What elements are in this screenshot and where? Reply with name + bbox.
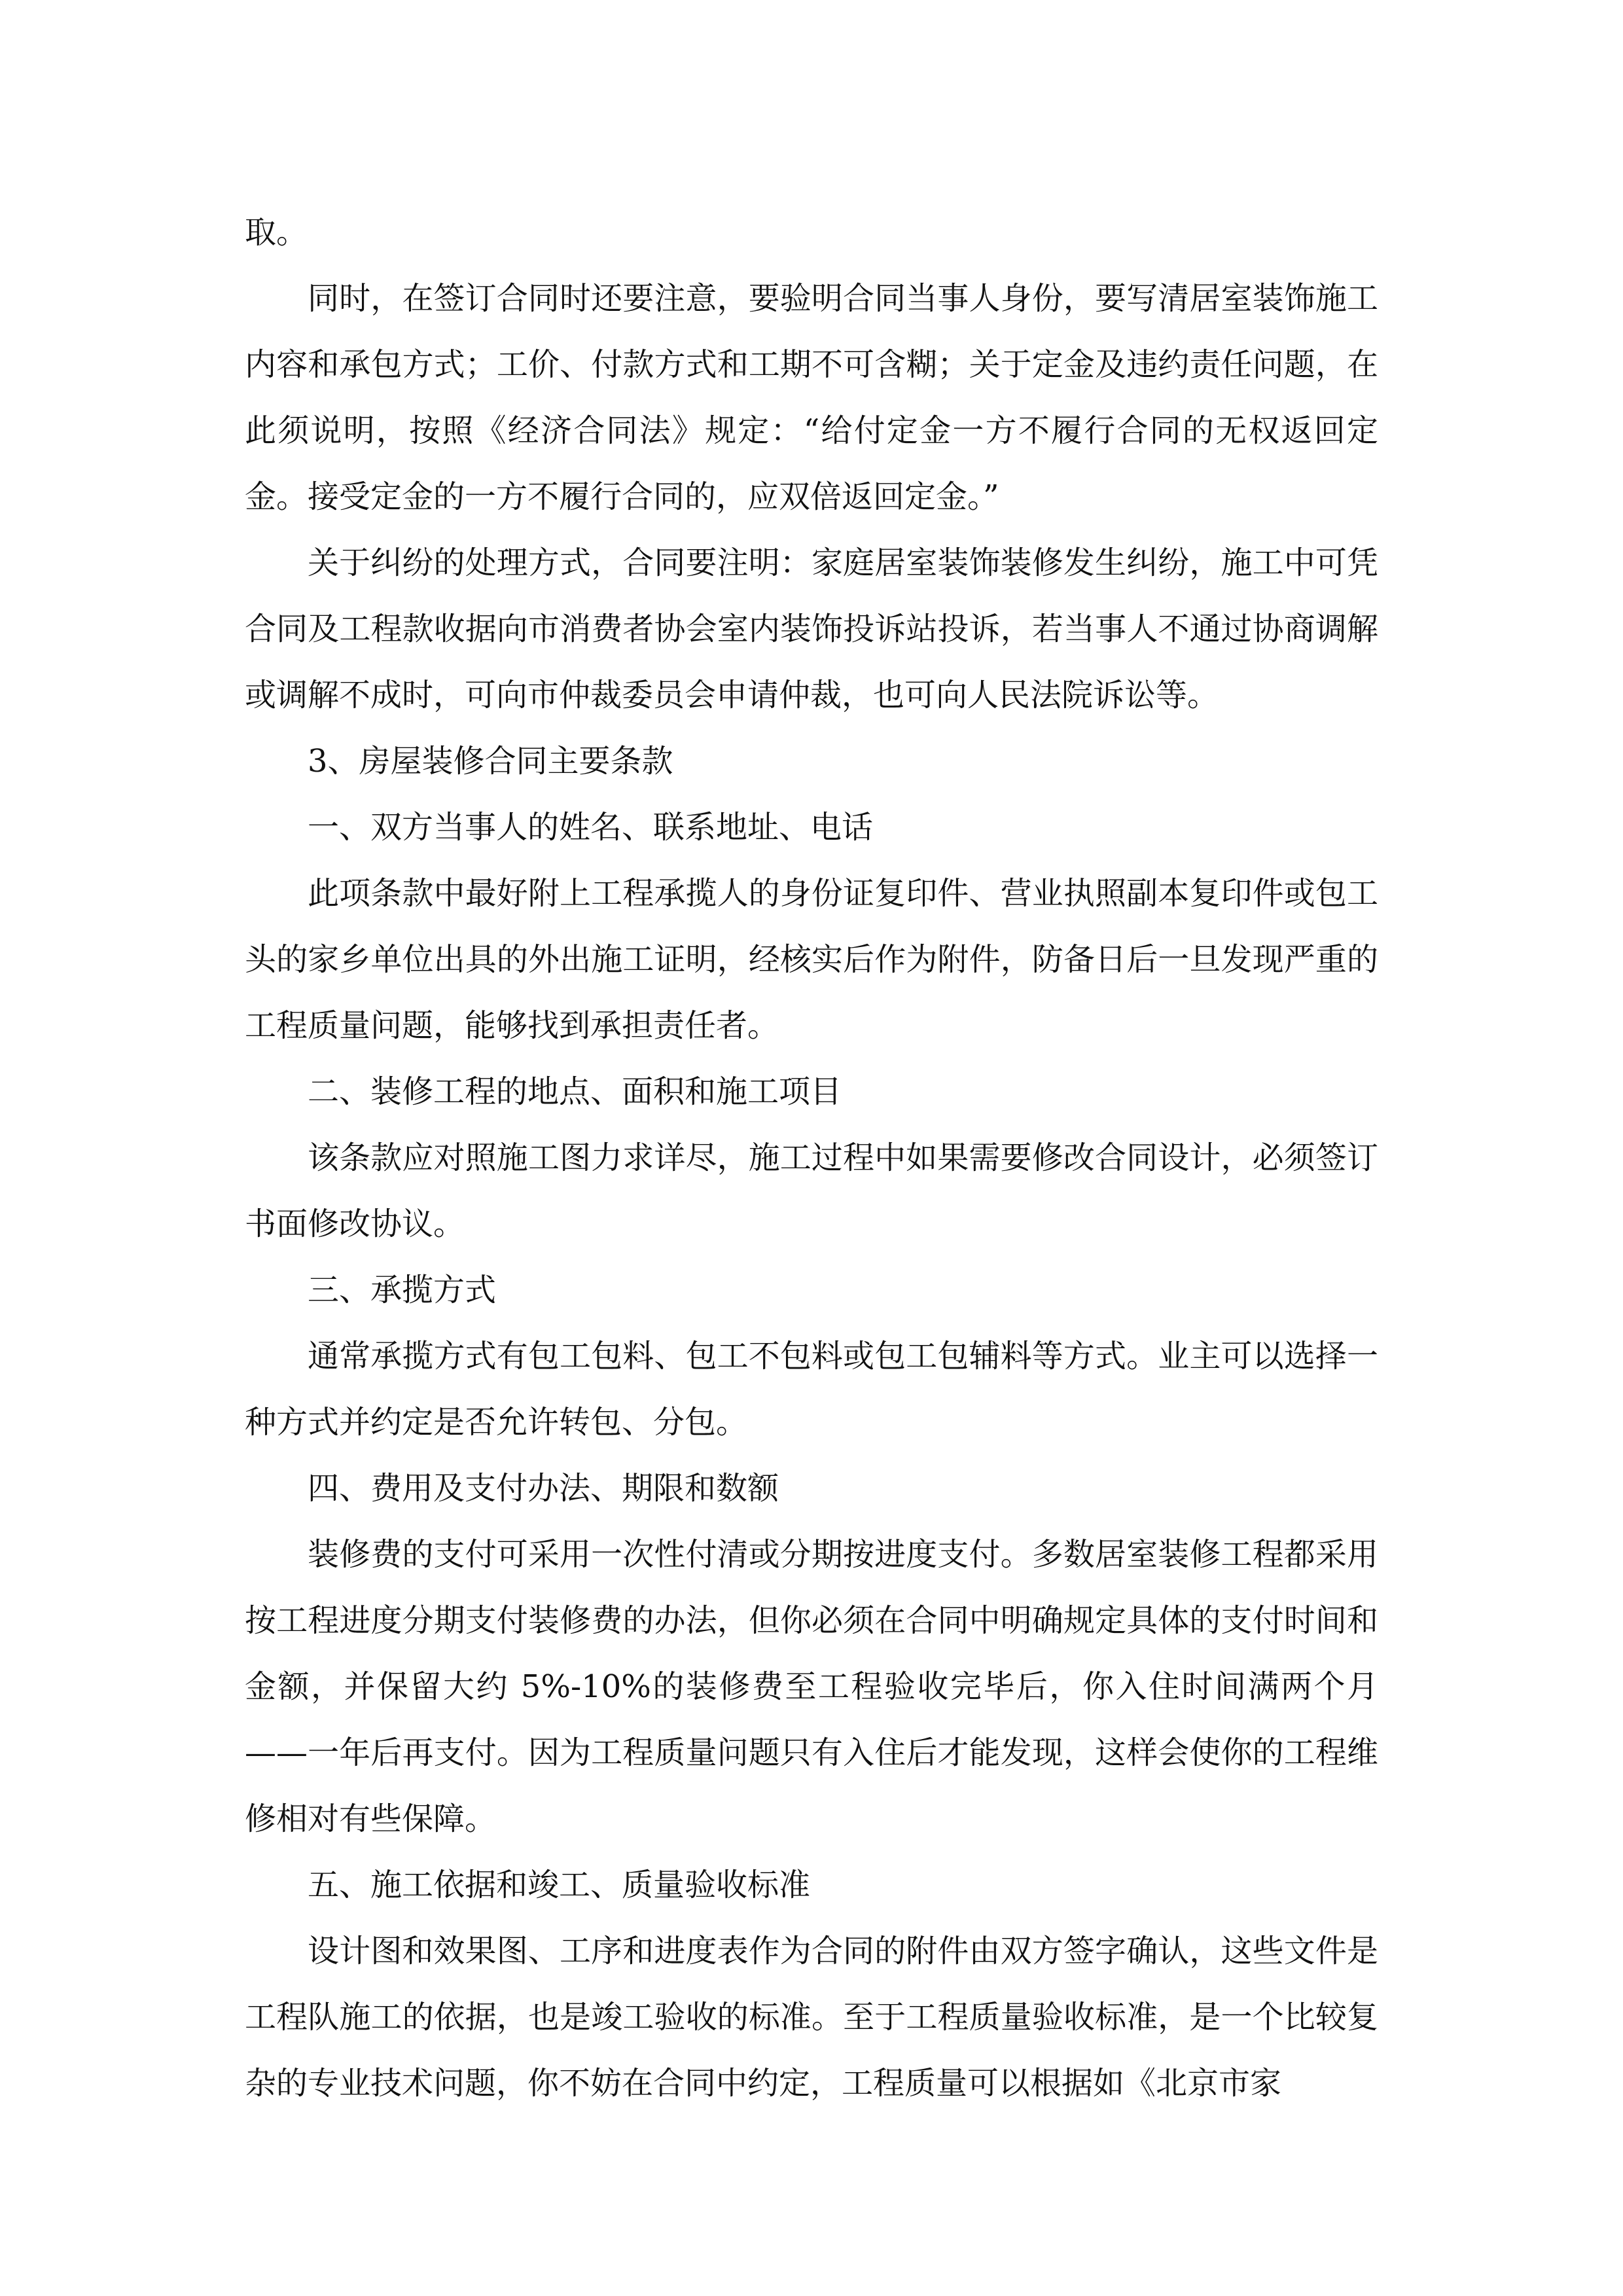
clause-heading-contract-method: 三、承揽方式 [308,1272,497,1308]
clause-heading-acceptance: 五、施工依据和竣工、质量验收标准 [308,1867,811,1903]
document-body [245,200,1378,2117]
section-heading-main-clauses: 3、房屋装修合同主要条款 [308,743,673,780]
paragraph-payment: 装修费的支付可采用一次性付清或分期按进度支付。多数居室装修工程都采用按工程进度分期支付装修费的办法，但你必须在合同中明确规定具体的支付时间和金额，并保留大约 5%-10%的装修费至工程验收完毕后，你入住时间满两个月——一年后再支付。因为工程质量问题只有入住后才能发现，这样会使你的工程维修相对有些保障。 [245,1536,1378,1837]
paragraph-acceptance: 设计图和效果图、工序和进度表作为合同的附件由双方签字确认，这些文件是工程队施工的依据，也是竣工验收的标准。至于工程质量验收标准，是一个比较复杂的专业技术问题，你不妨在合同中约定，工程质量可以根据如《北京市家 [245,1933,1378,2102]
paragraph-parties: 此项条款中最好附上工程承揽人的身份证复印件、营业执照副本复印件或包工头的家乡单位出具的外出施工证明，经核实后作为附件，防备日后一旦发现严重的工程质量问题，能够找到承担责任者。 [245,875,1378,1044]
paragraph-location-area: 该条款应对照施工图力求详尽，施工过程中如果需要修改合同设计，必须签订书面修改协议。 [245,1139,1378,1242]
paragraph-continuation: 取。 [245,214,308,251]
paragraph-contract-notes: 同时，在签订合同时还要注意，要验明合同当事人身份，要写清居室装饰施工内容和承包方式；工价、付款方式和工期不可含糊；关于定金及违约责任问题，在此须说明，按照《经济合同法》规定：“给付定金一方不履行合同的无权返回定金。接受定金的一方不履行合同的，应双倍返回定金。” [245,280,1378,515]
clause-heading-payment: 四、费用及支付办法、期限和数额 [308,1470,779,1507]
clause-heading-parties: 一、双方当事人的姓名、联系地址、电话 [308,809,874,846]
paragraph-contract-method: 通常承揽方式有包工包料、包工不包料或包工包辅料等方式。业主可以选择一种方式并约定是否允许转包、分包。 [245,1338,1378,1441]
paragraph-dispute-handling: 关于纠纷的处理方式，合同要注明：家庭居室装饰装修发生纠纷，施工中可凭合同及工程款收据向市消费者协会室内装饰投诉站投诉，若当事人不通过协商调解或调解不成时，可向市仲裁委员会申请仲裁，也可向人民法院诉讼等。 [245,545,1378,713]
clause-heading-location-area: 二、装修工程的地点、面积和施工项目 [308,1073,842,1110]
